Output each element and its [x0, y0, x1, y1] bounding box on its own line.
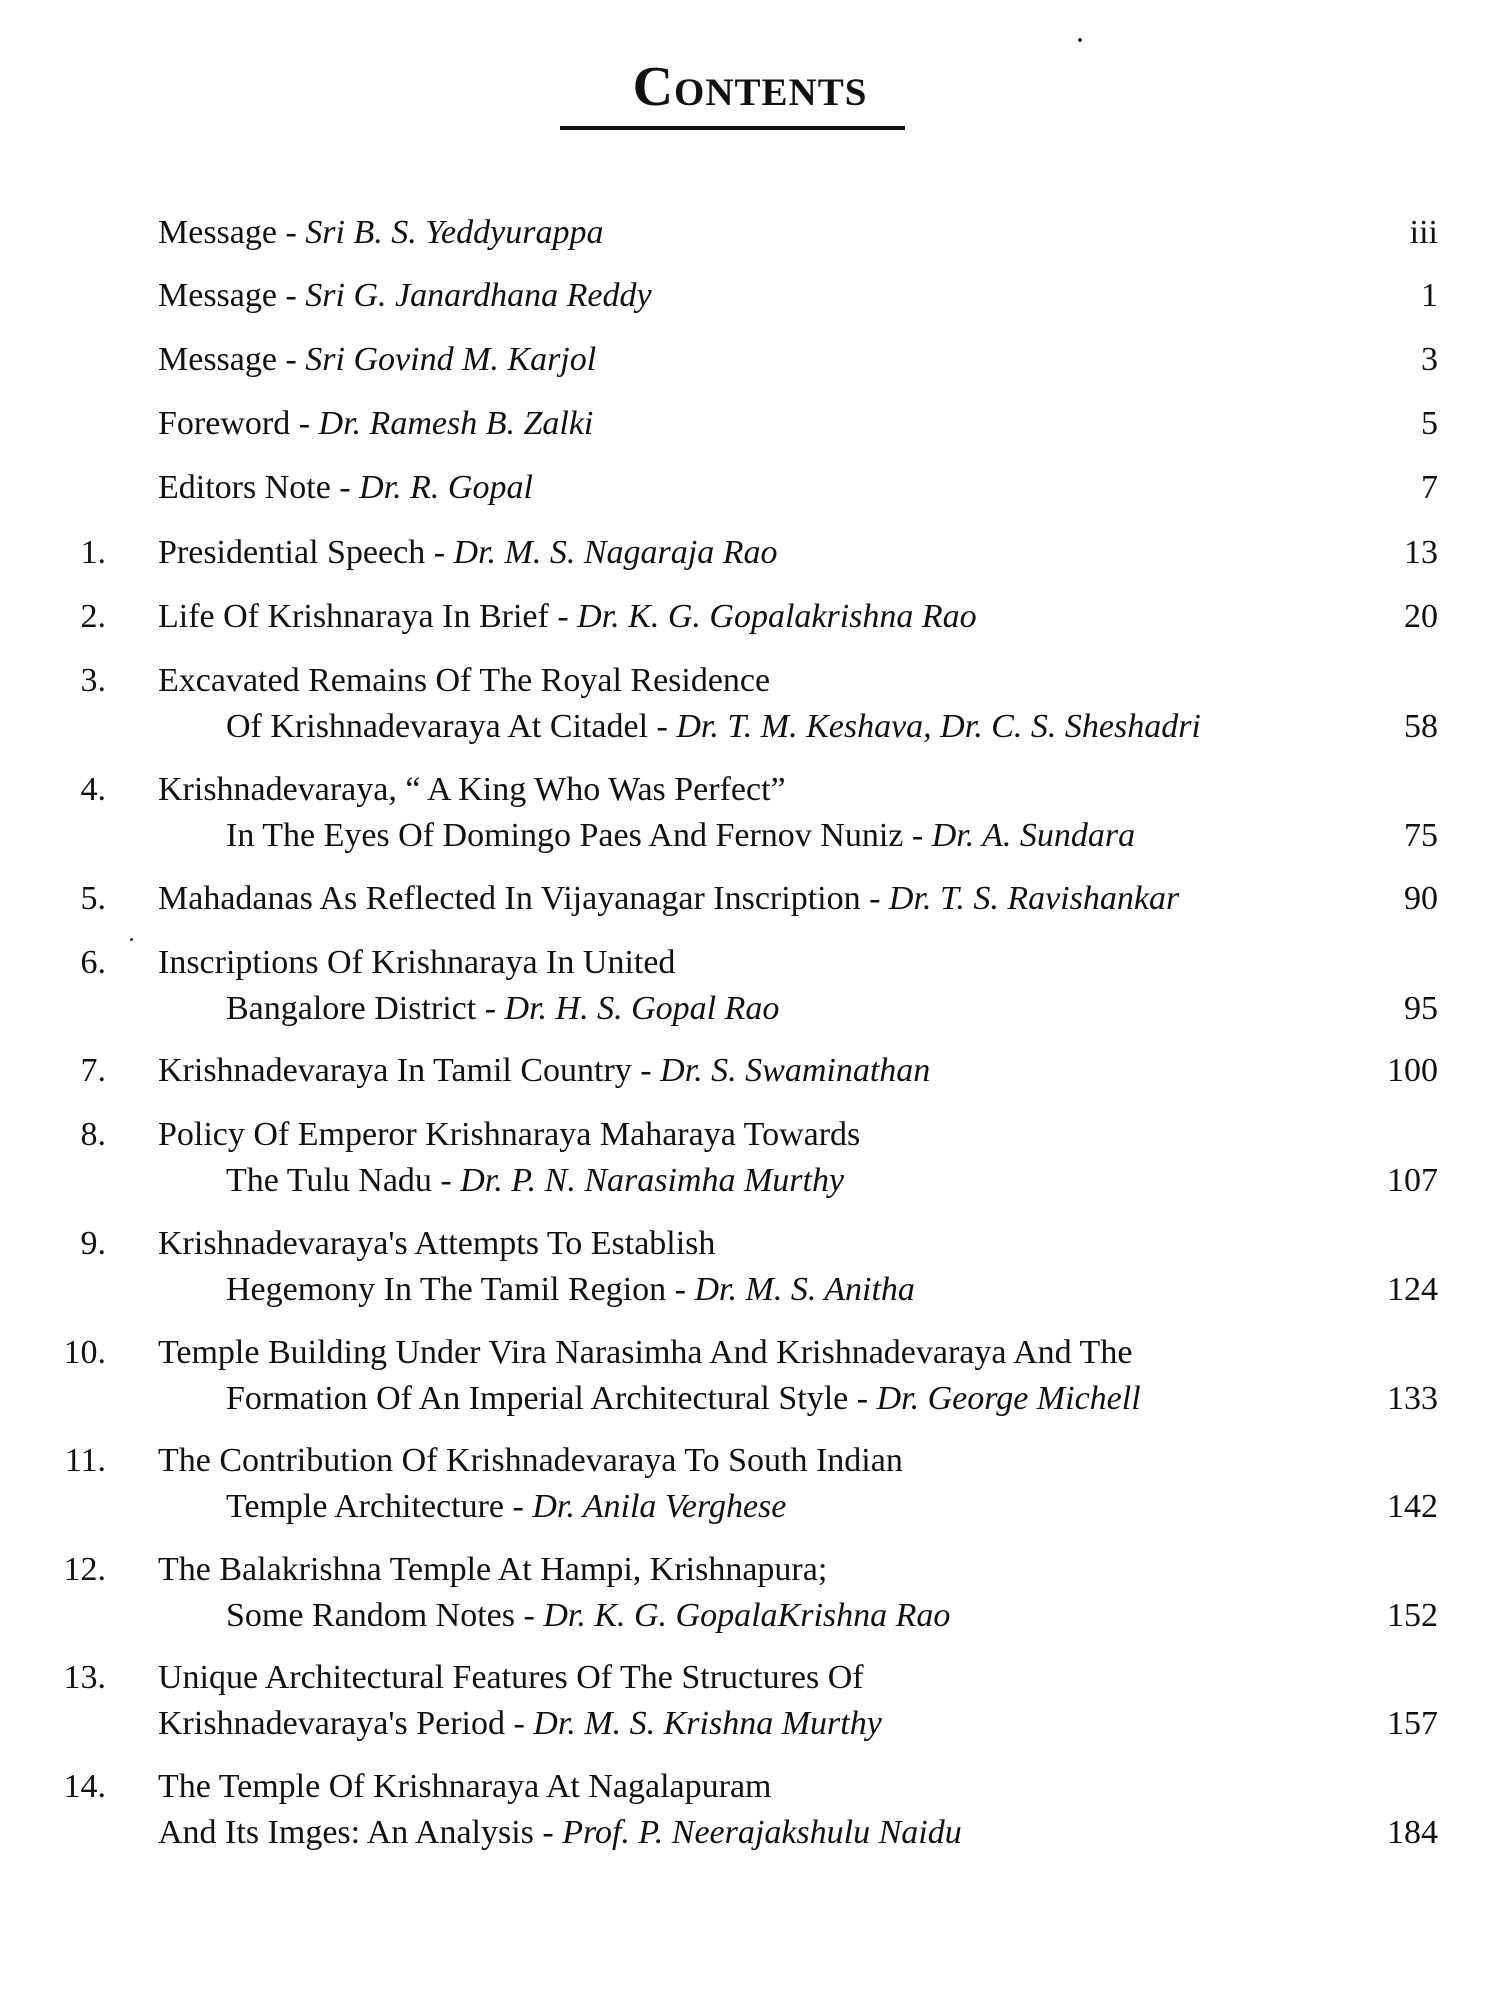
entry-page-number: 1 — [1421, 277, 1438, 314]
entry-title-line: The Contribution Of Krishnadevaraya To South Indian — [158, 1442, 903, 1479]
entry-title-line: Life Of Krishnaraya In Brief - Dr. K. G. Gopalakrishna Rao — [158, 598, 977, 635]
entry-number: 12. — [63, 1551, 106, 1588]
entry-number: 10. — [63, 1334, 106, 1371]
entry-number — [48, 210, 106, 256]
entry-page-number: 157 — [1387, 1705, 1438, 1742]
entry-title — [158, 1655, 1318, 1747]
entry-author: Dr. P. N. Narasimha Murthy — [460, 1162, 845, 1199]
entry-author: Dr. M. S. Nagaraja Rao — [453, 534, 778, 571]
entry-title-line: Of Krishnadevaraya At Citadel - Dr. T. M. Keshava, Dr. C. S. Sheshadri — [226, 708, 1201, 745]
entry-page-number: 5 — [1421, 405, 1438, 442]
entry-page-number: 90 — [1404, 880, 1438, 917]
entry-author: Dr. George Michell — [876, 1380, 1141, 1417]
entry-title-line: Temple Architecture - Dr. Anila Verghese — [226, 1488, 787, 1525]
entry-number: 2. — [80, 598, 106, 635]
entry-author: Prof. P. Neerajakshulu Naidu — [562, 1814, 962, 1851]
entry-page-number: 58 — [1404, 708, 1438, 745]
entry-page-number: 124 — [1387, 1271, 1438, 1308]
entry-page-number: 184 — [1387, 1814, 1438, 1851]
entry-page-number: 133 — [1387, 1380, 1438, 1417]
entry-number — [48, 273, 106, 319]
entry-author: Dr. K. G. GopalaKrishna Rao — [543, 1597, 951, 1634]
entry-page-number: 95 — [1404, 990, 1438, 1027]
entry-title-line: Policy Of Emperor Krishnaraya Maharaya Towards — [158, 1116, 861, 1153]
entry-title-line: Message - Sri Govind M. Karjol — [158, 341, 597, 378]
entry-title-line: Editors Note - Dr. R. Gopal — [158, 469, 533, 506]
entry-number — [48, 337, 106, 383]
entry-title — [158, 594, 1318, 640]
entry-number: 7. — [80, 1052, 106, 1089]
entry-page-number: 100 — [1387, 1052, 1438, 1089]
entry-author: Dr. M. S. Krishna Murthy — [533, 1705, 882, 1742]
entry-title-line: Message - Sri G. Janardhana Reddy — [158, 277, 652, 314]
entry-number — [48, 401, 106, 447]
entry-title-line: Excavated Remains Of The Royal Residence — [158, 662, 771, 699]
entry-author: Dr. A. Sundara — [931, 817, 1136, 854]
entry-page-number: iii — [1409, 214, 1438, 251]
entry-page-number: 75 — [1404, 817, 1438, 854]
entry-title — [158, 1221, 1318, 1313]
entry-title-line: Some Random Notes - Dr. K. G. GopalaKrishna Rao — [226, 1597, 951, 1634]
entry-title — [158, 1048, 1318, 1094]
entry-title-line: In The Eyes Of Domingo Paes And Fernov Nuniz - Dr. A. Sundara — [226, 817, 1136, 854]
entry-title — [158, 1438, 1318, 1530]
entry-page-number: 3 — [1421, 341, 1438, 378]
entry-author: Dr. K. G. Gopalakrishna Rao — [577, 598, 977, 635]
entry-page-number: 107 — [1387, 1162, 1438, 1199]
entry-title — [158, 1547, 1318, 1639]
entry-title-line: Krishnadevaraya's Attempts To Establish — [158, 1225, 716, 1262]
entry-author: Dr. R. Gopal — [359, 469, 533, 506]
entry-title — [158, 465, 1318, 511]
entry-title-line: Presidential Speech - Dr. M. S. Nagaraja Rao — [158, 534, 778, 571]
entry-title-line: Message - Sri B. S. Yeddyurappa — [158, 214, 604, 251]
entry-title-line: Bangalore District - Dr. H. S. Gopal Rao — [226, 990, 780, 1027]
entry-author: Sri G. Janardhana Reddy — [305, 277, 652, 314]
entry-title — [158, 337, 1318, 383]
entry-title-line: Foreword - Dr. Ramesh B. Zalki — [158, 405, 594, 442]
entry-title — [158, 1330, 1318, 1422]
entry-title — [158, 1764, 1318, 1856]
entry-author: Dr. Anila Verghese — [532, 1488, 787, 1525]
page-title: Contents — [632, 56, 868, 118]
entry-number: 5. — [80, 880, 106, 917]
entry-title — [158, 658, 1318, 750]
entry-number: 9. — [80, 1225, 106, 1262]
entry-title — [158, 767, 1318, 859]
title-underline — [560, 126, 905, 130]
entry-title-line: Krishnadevaraya, “ A King Who Was Perfect” — [158, 771, 786, 808]
entry-number: 6. — [80, 944, 106, 981]
entry-page-number: 7 — [1421, 469, 1438, 506]
entry-title-line: Formation Of An Imperial Architectural Style - Dr. George Michell — [226, 1380, 1141, 1417]
entry-author: Dr. S. Swaminathan — [660, 1052, 931, 1089]
entry-number: 13. — [63, 1659, 106, 1696]
entry-number: 8. — [80, 1116, 106, 1153]
entry-author: Dr. M. S. Anitha — [694, 1271, 915, 1308]
entry-title-line: Unique Architectural Features Of The Structures Of — [158, 1659, 864, 1696]
entry-page-number: 13 — [1404, 534, 1438, 571]
entry-title-line: And Its Imges: An Analysis - Prof. P. Neerajakshulu Naidu — [158, 1814, 962, 1851]
entry-author: Dr. T. S. Ravishankar — [888, 880, 1180, 917]
entry-author: Sri B. S. Yeddyurappa — [305, 214, 604, 251]
entry-number: 4. — [80, 771, 106, 808]
entry-title — [158, 210, 1318, 256]
entry-title-line: The Temple Of Krishnaraya At Nagalapuram — [158, 1768, 772, 1805]
entry-title — [158, 401, 1318, 447]
print-speck — [130, 938, 133, 941]
entry-title-line: Hegemony In The Tamil Region - Dr. M. S. Anitha — [226, 1271, 915, 1308]
entry-author: Dr. T. M. Keshava, Dr. C. S. Sheshadri — [676, 708, 1201, 745]
entry-number: 14. — [63, 1768, 106, 1805]
entry-title-line: Inscriptions Of Krishnaraya In United — [158, 944, 676, 981]
entry-title-line: Temple Building Under Vira Narasimha And Krishnadevaraya And The — [158, 1334, 1133, 1371]
entry-title-line: Mahadanas As Reflected In Vijayanagar Inscription - Dr. T. S. Ravishankar — [158, 880, 1180, 917]
entry-page-number: 142 — [1387, 1488, 1438, 1525]
entry-title-line: Krishnadevaraya's Period - Dr. M. S. Krishna Murthy — [158, 1705, 882, 1742]
entry-author: Sri Govind M. Karjol — [305, 341, 597, 378]
entry-title — [158, 876, 1318, 922]
entry-page-number: 152 — [1387, 1597, 1438, 1634]
entry-number: 1. — [80, 534, 106, 571]
entry-title-line: The Balakrishna Temple At Hampi, Krishnapura; — [158, 1551, 828, 1588]
entry-author: Dr. H. S. Gopal Rao — [504, 990, 780, 1027]
entry-title — [158, 530, 1318, 576]
entry-title-line: The Tulu Nadu - Dr. P. N. Narasimha Murthy — [226, 1162, 845, 1199]
entry-number: 11. — [64, 1442, 106, 1479]
entry-number: 3. — [80, 662, 106, 699]
entry-title — [158, 273, 1318, 319]
entry-page-number: 20 — [1404, 598, 1438, 635]
entry-author: Dr. Ramesh B. Zalki — [318, 405, 594, 442]
entry-number — [48, 465, 106, 511]
entry-title — [158, 940, 1318, 1032]
entry-title — [158, 1112, 1318, 1204]
entry-title-line: Krishnadevaraya In Tamil Country - Dr. S. Swaminathan — [158, 1052, 931, 1089]
print-speck — [1078, 38, 1082, 42]
